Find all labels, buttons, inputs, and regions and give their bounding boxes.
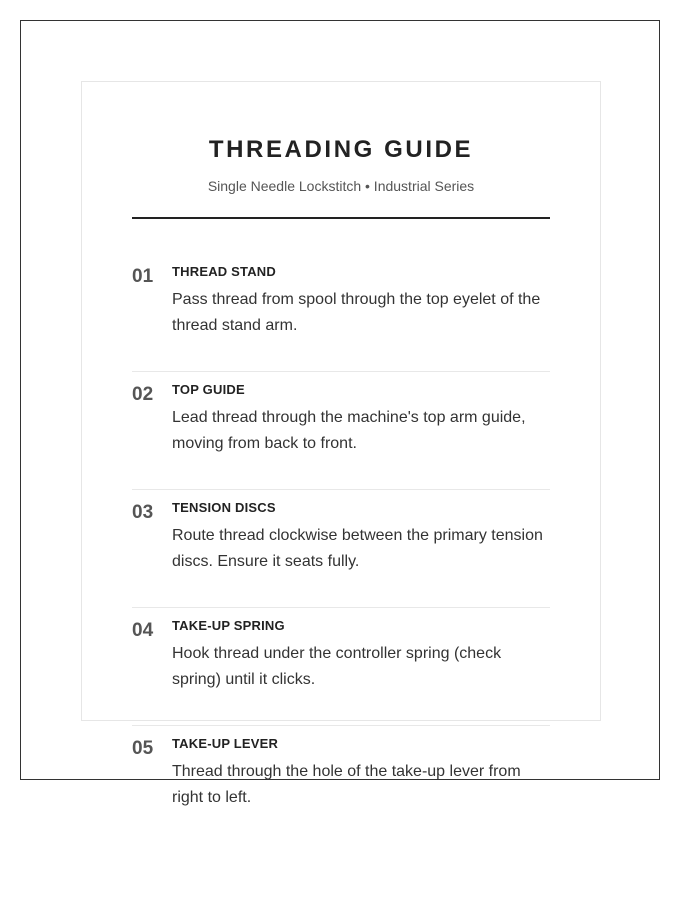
step-description: Hook thread under the controller spring (check spring) until it clicks.: [172, 645, 502, 688]
header-divider: [132, 217, 550, 219]
step-title: TAKE-UP LEVER: [172, 736, 279, 751]
step-number: 03: [132, 502, 154, 523]
step-item-take-up-lever: [132, 726, 550, 816]
step-item-top-guide: [132, 372, 550, 490]
step-title: THREAD STAND: [172, 264, 276, 279]
page-title: THREADING GUIDE: [208, 136, 474, 163]
step-title: TENSION DISCS: [172, 500, 276, 515]
step-description: Route thread clockwise between the primary tension discs. Ensure it seats fully.: [172, 527, 543, 570]
step-title: TAKE-UP SPRING: [172, 618, 285, 633]
step-number: 04: [132, 620, 154, 641]
step-item-tension-discs: [132, 490, 550, 608]
page-subtitle: Single Needle Lockstitch • Industrial Series: [207, 178, 475, 194]
step-number: 05: [132, 738, 154, 759]
step-description: Pass thread from spool through the top eyelet of the thread stand arm.: [172, 291, 541, 334]
step-number: 01: [132, 266, 154, 287]
step-title: TOP GUIDE: [172, 382, 245, 397]
step-description: Thread through the hole of the take-up lever from right to left.: [172, 763, 521, 806]
step-number: 02: [132, 384, 154, 405]
step-item-thread-stand: [132, 254, 550, 372]
step-item-take-up-spring: [132, 608, 550, 726]
step-description: Lead thread through the machine's top arm guide, moving from back to front.: [172, 409, 526, 452]
